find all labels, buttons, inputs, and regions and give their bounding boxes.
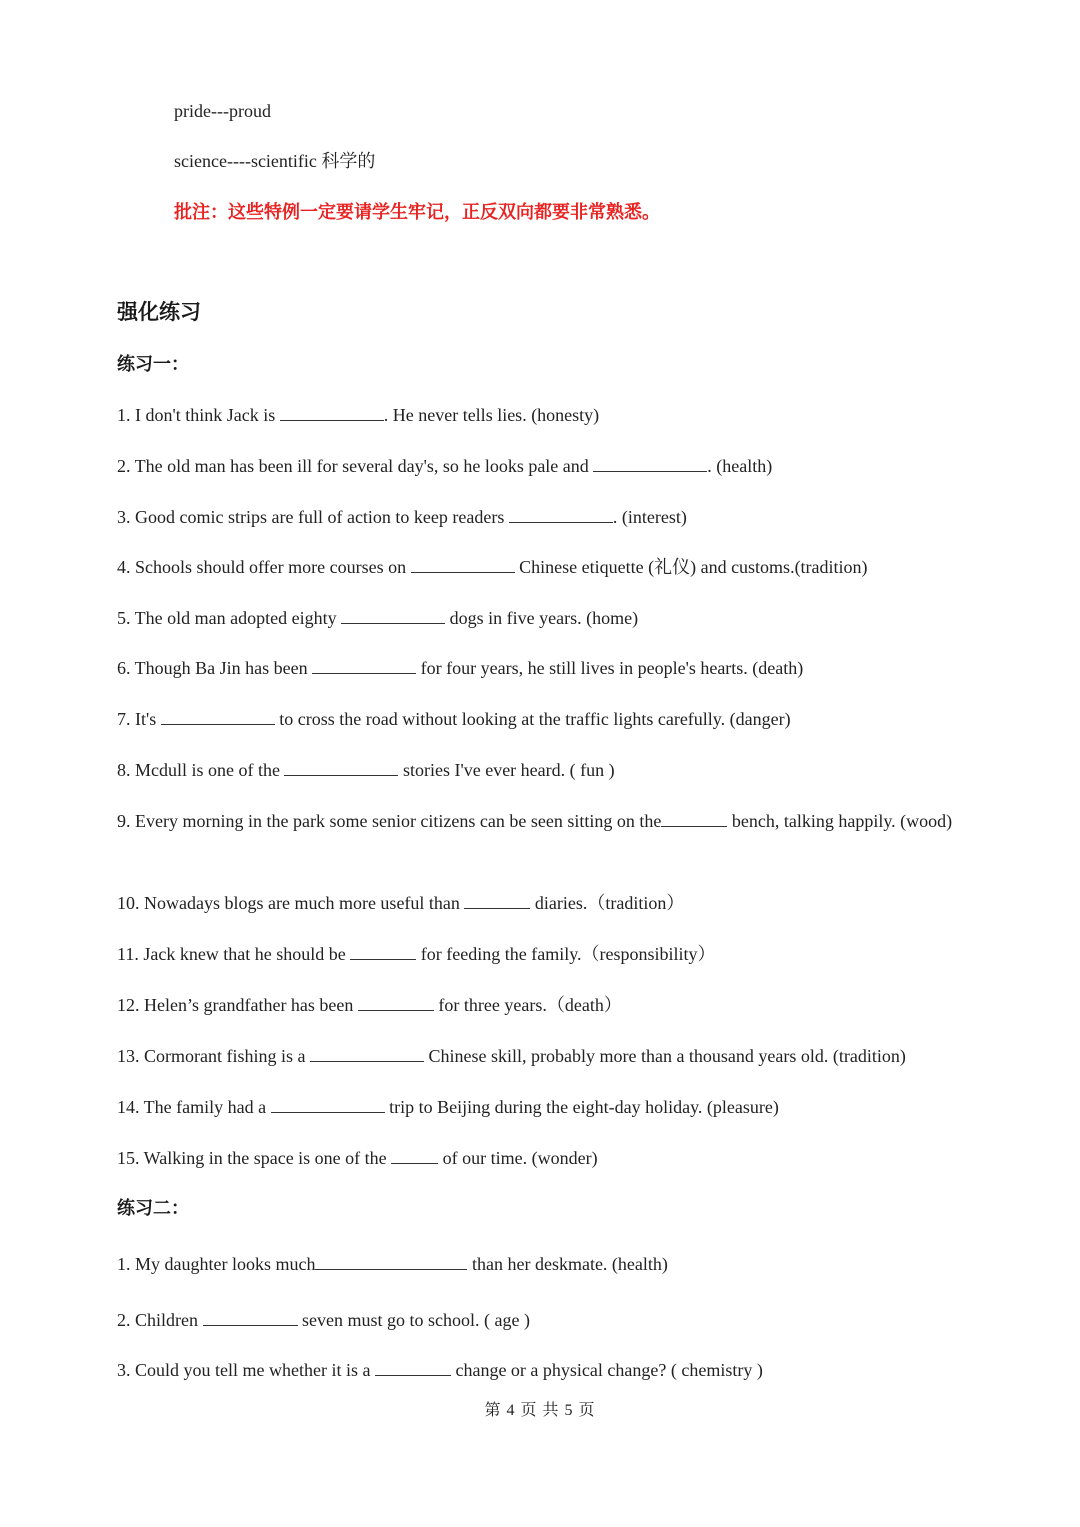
question-text: 1. I don't think Jack is [117,405,280,425]
answer-blank [358,993,434,1011]
question-hint: than her deskmate. (health) [467,1254,668,1274]
exercise2-item-1 [117,1252,977,1276]
example-science: science----scientific 科学的 [174,151,376,171]
question-hint: of our time. (wonder) [438,1148,598,1168]
exercise1-item-12 [117,993,977,1017]
exercise1-item-2 [117,454,977,478]
answer-blank [310,1044,424,1062]
question-hint: bench, talking happily. (wood) [727,811,953,831]
question-text: 9. Every morning in the park some senior citizens can be seen sitting on the [117,811,662,831]
question-text: 4. Schools should offer more courses on [117,557,411,577]
answer-blank [280,403,384,421]
question-hint: stories I've ever heard. ( fun ) [398,760,615,780]
answer-blank [464,891,530,909]
answer-blank [341,606,445,624]
exercise1-item-10 [117,891,977,915]
question-hint: for three years.（death） [433,995,622,1015]
answer-blank [350,942,416,960]
exercise2-title: 练习二： [117,1198,189,1218]
question-hint: . He never tells lies. (honesty) [383,405,600,425]
question-text: 7. It's [117,709,161,729]
exercise1-item-11 [117,942,977,966]
question-hint: to cross the road without looking at the traffic lights carefully. (danger) [274,709,791,729]
exercise1-item-8 [117,758,977,782]
answer-blank [161,707,275,725]
exercise1-item-7 [117,707,977,731]
question-text: 14. The family had a [117,1097,271,1117]
exercise2-item-2 [117,1308,977,1332]
exercise1-item-14 [117,1095,977,1119]
question-text: 11. Jack knew that he should be [117,944,351,964]
answer-blank [661,809,727,827]
question-text: 3. Good comic strips are full of action to keep readers [117,507,509,527]
question-hint: trip to Beijing during the eight-day holiday. (pleasure) [384,1097,779,1117]
exercise1-item-13 [117,1044,977,1068]
page-footer: 第 4 页 共 5 页 [484,1402,596,1419]
question-hint: for feeding the family.（responsibility） [416,944,716,964]
question-hint: . (interest) [612,507,687,527]
question-text: 10. Nowadays blogs are much more useful than [117,893,465,913]
section-title: 强化练习 [117,300,201,324]
question-hint: dogs in five years. (home) [445,608,639,628]
answer-blank [315,1252,467,1270]
exercise1-title: 练习一： [117,354,189,374]
exercise1-item-15 [117,1146,977,1170]
teacher-note: 批注：这些特例一定要请学生牢记，正反双向都要非常熟悉。 [174,202,660,222]
question-hint: for four years, he still lives in people's hearts. (death) [416,658,804,678]
answer-blank [375,1358,451,1376]
exercise1-item-5 [117,606,977,630]
answer-blank [284,758,398,776]
answer-blank [509,505,613,523]
exercise2-item-3 [117,1358,977,1382]
question-text: 5. The old man adopted eighty [117,608,342,628]
exercise1-item-6 [117,656,977,680]
question-text: 1. My daughter looks much [117,1254,316,1274]
exercise1-item-3 [117,505,977,529]
question-text: 2. The old man has been ill for several day's, so he looks pale and [117,456,594,476]
question-hint: Chinese skill, probably more than a thousand years old. (tradition) [423,1046,906,1066]
exercise1-item-1 [117,403,977,427]
question-hint: diaries.（tradition） [530,893,685,913]
exercise1-item-9 [117,805,963,838]
question-hint: . (health) [707,456,773,476]
answer-blank [391,1146,438,1164]
exercise1-item-4 [117,555,977,579]
answer-blank [593,454,707,472]
question-text: 2. Children [117,1310,203,1330]
question-text: 6. Though Ba Jin has been [117,658,313,678]
question-text: 8. Mcdull is one of the [117,760,285,780]
example-pride: pride---proud [174,101,271,121]
answer-blank [271,1095,385,1113]
question-hint: Chinese etiquette (礼仪) and customs.(tradition) [514,557,868,577]
answer-blank [203,1308,298,1326]
question-text: 13. Cormorant fishing is a [117,1046,310,1066]
answer-blank [411,555,515,573]
question-text: 12. Helen’s grandfather has been [117,995,358,1015]
question-text: 15. Walking in the space is one of the [117,1148,392,1168]
question-text: 3. Could you tell me whether it is a [117,1360,375,1380]
question-hint: seven must go to school. ( age ) [297,1310,530,1330]
question-hint: change or a physical change? ( chemistry ) [450,1360,763,1380]
answer-blank [312,656,416,674]
